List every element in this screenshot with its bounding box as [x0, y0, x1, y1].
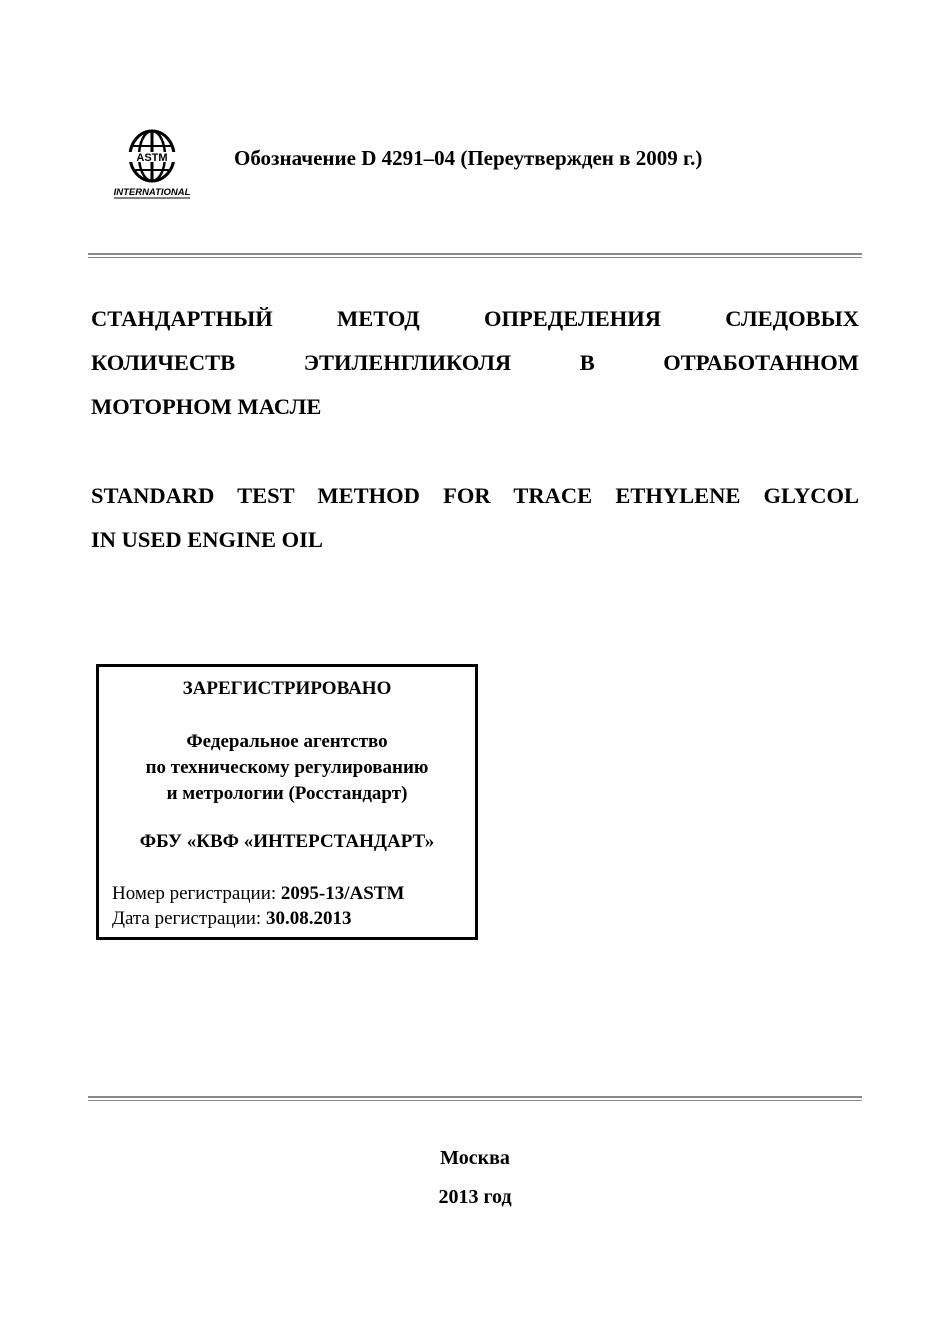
registration-date-value: 30.08.2013: [265, 908, 352, 929]
astm-logo: [110, 128, 198, 200]
registration-box: [96, 664, 478, 940]
registration-date-label: Дата регистрации:: [112, 908, 266, 929]
logo-subtext: INTERNATIONAL: [113, 187, 191, 198]
title-en-line: IN USED ENGINE OIL: [91, 527, 323, 552]
title-ru-line: СТАНДАРТНЫЙ МЕТОД ОПРЕДЕЛЕНИЯ СЛЕДОВЫХ: [91, 306, 859, 331]
registration-number: [112, 881, 404, 906]
registration-info: [112, 881, 404, 931]
city: Москва: [440, 1147, 510, 1169]
bottom-rule: [88, 1096, 862, 1101]
year: 2013 год: [438, 1186, 512, 1208]
organization-name: ФБУ «КВФ «ИНТЕРСТАНДАРТ»: [139, 831, 435, 852]
registration-number-label: Номер регистрации:: [112, 883, 281, 904]
title-en-line: STANDARD TEST METHOD FOR TRACE ETHYLENE GLYCOL: [91, 483, 859, 508]
logo-text: ASTM: [136, 152, 168, 164]
agency-line: Федеральное агентство: [186, 731, 388, 752]
designation: Обозначение D 4291–04 (Переутвержден в 2009 г.): [234, 146, 703, 170]
registration-title: ЗАРЕГИСТРИРОВАНО: [182, 678, 392, 699]
registration-date: [112, 906, 404, 931]
agency-line: по техническому регулированию: [145, 757, 429, 778]
title-english: [91, 474, 859, 562]
title-ru-line: МОТОРНОМ МАСЛЕ: [91, 394, 322, 419]
title-russian: [91, 297, 859, 429]
agency-name: [99, 729, 475, 807]
registration-number-value: 2095-13/ASTM: [280, 883, 405, 904]
title-ru-line: КОЛИЧЕСТВ ЭТИЛЕНГЛИКОЛЯ В ОТРАБОТАННОМ: [91, 350, 859, 375]
agency-line: и метрологии (Росстандарт): [166, 783, 408, 804]
top-rule: [88, 253, 862, 258]
